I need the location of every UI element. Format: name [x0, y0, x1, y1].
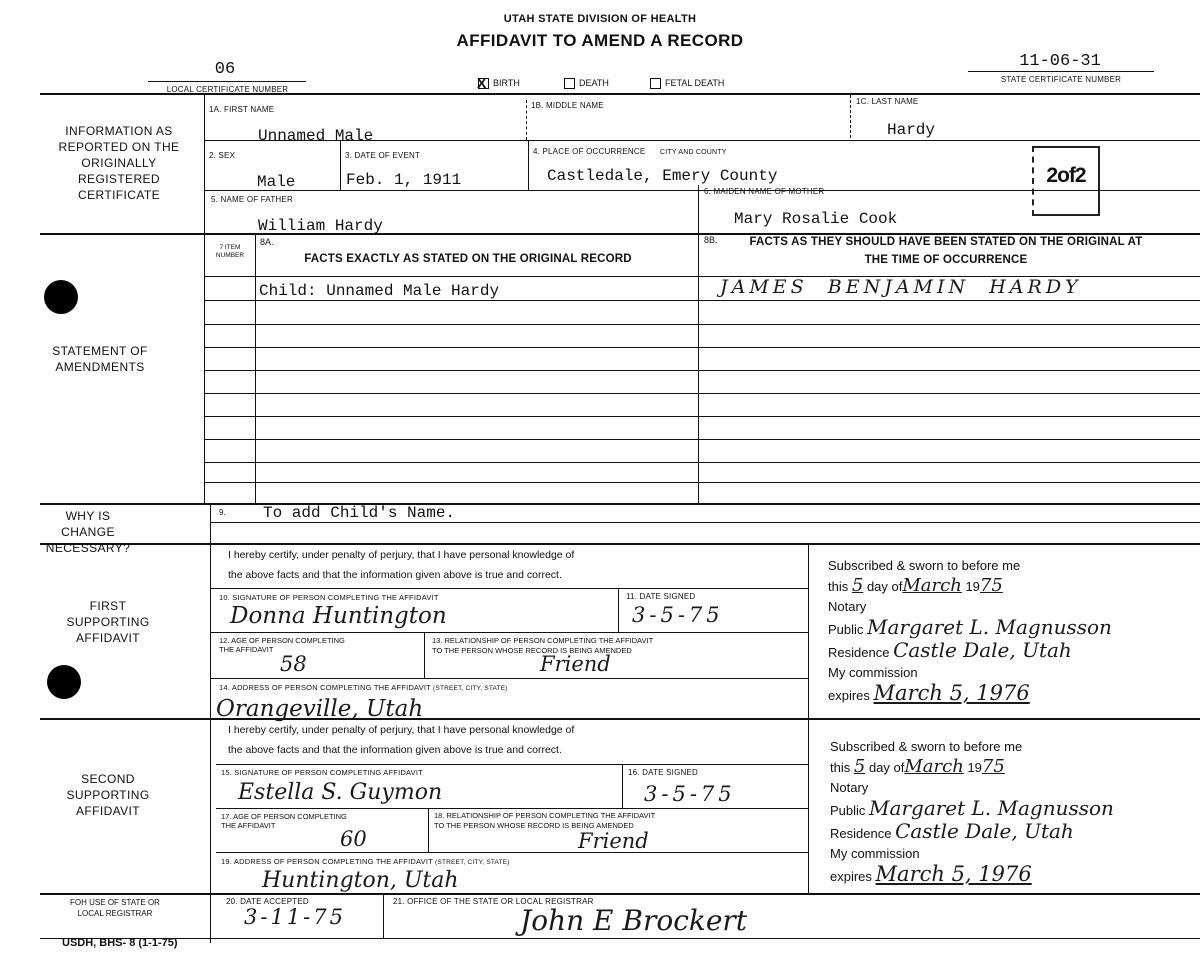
age-1-label: 12. AGE OF PERSON COMPLETING THE AFFIDAVIT	[219, 636, 345, 654]
col-8a-num: 8A.	[260, 237, 274, 247]
certify-line-2: the above facts and that the information given above is true and correct.	[228, 744, 562, 756]
page-count-stamp: 2of2	[1032, 146, 1100, 216]
place-label: 4. PLACE OF OCCURRENCE CITY AND COUNTY	[533, 147, 727, 156]
certify-line-1: I hereby certify, under penalty of perjury, that I have personal knowledge of	[228, 724, 575, 736]
first-name-value: Unnamed Male	[258, 127, 374, 145]
agency-name: UTAH STATE DIVISION OF HEALTH	[503, 13, 697, 25]
relationship-2-label: 18. RELATIONSHIP OF PERSON COMPLETING THE AFFIDAVIT TO THE PERSON WHOSE RECORD IS BEING AMENDED	[434, 811, 656, 830]
place-value: Castledale, Emery County	[547, 167, 778, 185]
middle-name-label: 1B. MIDDLE NAME	[531, 101, 604, 110]
date-signed-2: 3-5-75	[644, 782, 736, 806]
age-2: 60	[340, 827, 367, 851]
date-accepted: 3-11-75	[244, 905, 346, 929]
relationship-1: Friend	[540, 652, 611, 676]
signature-2-label: 15. SIGNATURE OF PERSON COMPLETING AFFIDAVIT	[221, 768, 423, 777]
col-8b-num: 8B.	[704, 235, 718, 245]
certify-line-1: I hereby certify, under penalty of perjury, that I have personal knowledge of	[228, 549, 575, 561]
address-2: Huntington, Utah	[262, 868, 459, 893]
registrar-office-label: 21. OFFICE OF THE STATE OR LOCAL REGISTRAR	[393, 897, 594, 906]
last-name-value: Hardy	[887, 121, 936, 139]
father-label: 5. NAME OF FATHER	[211, 195, 293, 204]
state-cert-label: STATE CERTIFICATE NUMBER	[1000, 75, 1122, 84]
mother-value: Mary Rosalie Cook	[734, 210, 898, 228]
notary-2-block: Subscribed & sworn to before me this 5 day ofMarch 1975 Notary Public Margaret L. Magnusson Residence Castle Dale, Utah My commission expires March 5, 1976	[830, 739, 1114, 886]
mother-label: 6. MAIDEN NAME OF MOTHER	[704, 187, 825, 196]
age-1: 58	[280, 652, 307, 676]
father-value: William Hardy	[258, 217, 383, 235]
certify-line-2: the above facts and that the information given above is true and correct.	[228, 569, 562, 581]
date-signed-1: 3-5-75	[632, 603, 724, 627]
signature-2: Estella S. Guymon	[238, 780, 443, 805]
original-fact-value: Child: Unnamed Male Hardy	[259, 282, 500, 300]
age-2-label: 17. AGE OF PERSON COMPLETING THE AFFIDAVIT	[221, 812, 347, 830]
corrected-fact-value: JAMES BENJAMIN HARDY	[720, 276, 1082, 298]
address-1-label: 14. ADDRESS OF PERSON COMPLETING THE AFFIDAVIT (STREET, CITY, STATE)	[219, 683, 508, 692]
last-name-label: 1C. LAST NAME	[856, 97, 919, 106]
info-side-label: INFORMATION AS REPORTED ON THE ORIGINALLY REGISTERED CERTIFICATE	[58, 124, 180, 202]
item-number-label: 7 ITEM NUMBER	[215, 244, 245, 259]
date-signed-2-label: 16. DATE SIGNED	[628, 768, 698, 777]
local-cert-number: 06	[214, 60, 236, 79]
address-1: Orangeville, Utah	[216, 696, 424, 722]
first-name-label: 1A. FIRST NAME	[209, 105, 275, 114]
signature-1-label: 10. SIGNATURE OF PERSON COMPLETING THE AFFIDAVIT	[219, 593, 439, 602]
checkbox-fetal-death[interactable]: FETAL DEATH	[650, 78, 724, 89]
reason-num: 9.	[219, 508, 227, 517]
second-affidavit-side-label: SECOND SUPPORTING AFFIDAVIT	[66, 772, 150, 818]
foh-side-label: FOH USE OF STATE OR LOCAL REGISTRAR	[70, 898, 160, 918]
form-code: USDH, BHS- 8 (1-1-75)	[62, 937, 178, 949]
date-accepted-label: 20. DATE ACCEPTED	[226, 897, 309, 906]
date-of-event-value: Feb. 1, 1911	[346, 171, 462, 189]
col-8b-title: FACTS AS THEY SHOULD HAVE BEEN STATED ON THE ORIGINAL AT THE TIME OF OCCURRENCE	[749, 236, 1143, 266]
punch-hole	[47, 665, 81, 699]
why-side-label: WHY IS CHANGE NECESSARY?	[45, 509, 131, 555]
checkbox-birth[interactable]: X BIRTH	[477, 75, 520, 92]
punch-hole	[44, 280, 78, 314]
date-signed-1-label: 11. DATE SIGNED	[626, 592, 696, 601]
form-title: AFFIDAVIT TO AMEND A RECORD	[456, 31, 744, 50]
address-2-label: 19. ADDRESS OF PERSON COMPLETING THE AFFIDAVIT (STREET, CITY, STATE)	[221, 857, 510, 866]
relationship-1-label: 13. RELATIONSHIP OF PERSON COMPLETING THE AFFIDAVIT TO THE PERSON WHOSE RECORD IS BEING AMENDED	[432, 636, 654, 655]
sex-value: Male	[257, 173, 296, 191]
sex-label: 2. SEX	[209, 151, 236, 160]
local-cert-label: LOCAL CERTIFICATE NUMBER	[166, 85, 289, 94]
col-8a-title: FACTS EXACTLY AS STATED ON THE ORIGINAL RECORD	[304, 253, 632, 265]
checkbox-death[interactable]: DEATH	[564, 78, 609, 89]
registrar-signature: John E Brockert	[520, 904, 748, 937]
signature-1: Donna Huntington	[230, 603, 447, 629]
notary-1-block: Subscribed & sworn to before me this 5 day ofMarch 1975 Notary Public Margaret L. Magnusson Residence Castle Dale, Utah My commission expires March 5, 1976	[828, 558, 1112, 705]
statement-side-label: STATEMENT OF AMENDMENTS	[52, 344, 148, 374]
date-of-event-label: 3. DATE OF EVENT	[345, 151, 421, 160]
birth-check-mark: X	[477, 75, 487, 92]
first-affidavit-side-label: FIRST SUPPORTING AFFIDAVIT	[66, 599, 150, 645]
state-cert-number: 11-06-31	[1019, 52, 1101, 71]
reason-text: To add Child's Name.	[263, 504, 456, 522]
relationship-2: Friend	[578, 829, 649, 853]
